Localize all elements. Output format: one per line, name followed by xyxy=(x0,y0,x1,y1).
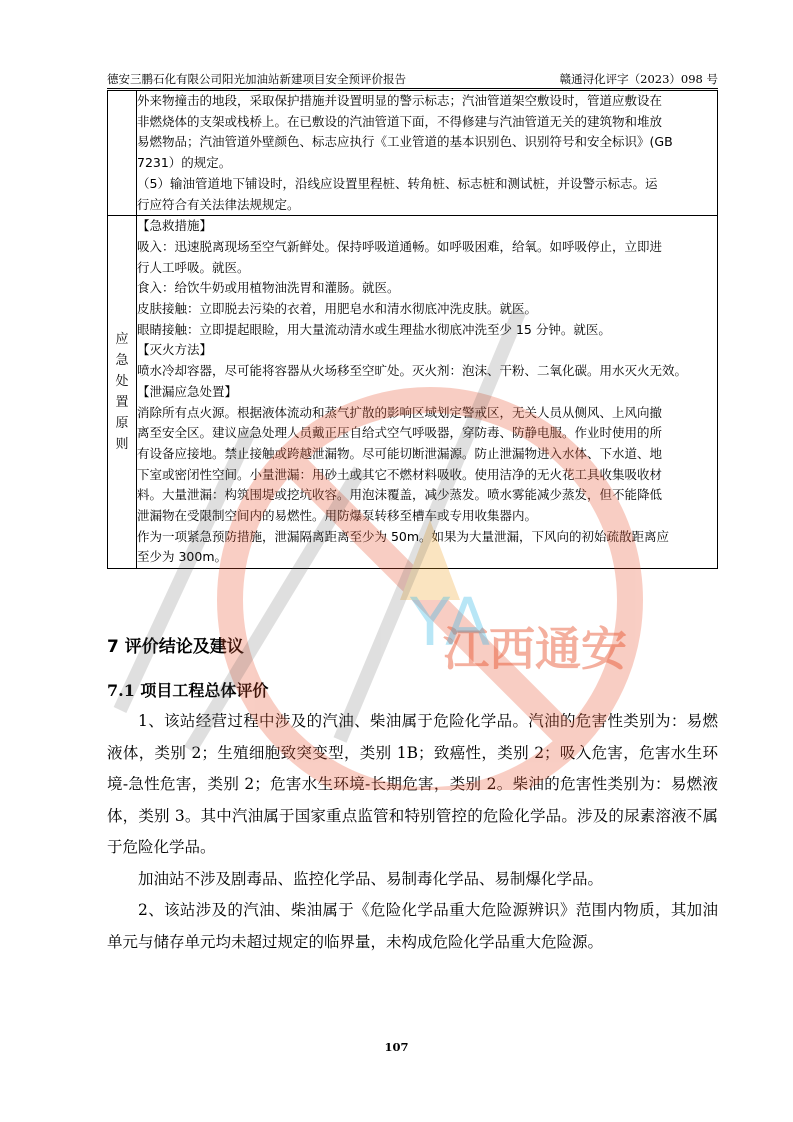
text-line: 外来物撞击的地段，采取保护措施并设置明显的警示标志；汽油管道架空敷设时，管道应敷设在 xyxy=(137,93,663,108)
table-row xyxy=(108,216,718,569)
header-report-title: 德安三鹏石化有限公司阳光加油站新建项目安全预评价报告 xyxy=(107,72,406,86)
text-line: 作为一项紧急预防措施，泄漏隔离距离至少为 50m。如果为大量泄漏，下风向的初始疏散距离应 xyxy=(137,528,670,544)
section-7-1-body xyxy=(107,706,718,958)
emergency-label-cell xyxy=(108,216,137,569)
emergency-label: 应急处置原则 xyxy=(115,332,129,453)
section-7-1-heading: 7.1 项目工程总体评价 xyxy=(107,681,269,700)
text-line: 【灭火方法】 xyxy=(137,342,213,358)
body-paragraph: 1、该站经营过程中涉及的汽油、柴油属于危险化学品。汽油的危害性类别为：易燃液体，类别 2；生殖细胞致突变型，类别 1B；致癌性，类别 2；吸入危害，危害水生环境-急性危害，类别 2；危害水生环境-长期危害，类别 2。柴油的危害性类别为：易燃液体，类别 3。其中汽油属于国家重点监管和特别管控的危险化学品。涉及的尿素溶液不属于危险化学品。 xyxy=(107,712,718,856)
section-7-heading: 7 评价结论及建议 xyxy=(107,637,244,657)
text-line: 【泄漏应急处置】 xyxy=(137,383,238,399)
stamp-text: 江西通安 xyxy=(443,622,627,676)
stamp-letters: YA xyxy=(409,584,491,661)
text-line: （5）输油管道地下铺设时，沿线应设置里程桩、转角桩、标志桩和测试桩，并设警示标志。运 xyxy=(137,175,658,191)
text-line: 行应符合有关法律法规规定。 xyxy=(137,196,300,212)
table-row xyxy=(108,91,718,216)
page-number: 107 xyxy=(384,1040,409,1054)
text-line: 下室或密闭性空间。小量泄漏：用砂土或其它不燃材料吸收。使用洁净的无火花工具收集吸收材 xyxy=(137,466,663,482)
body-paragraph: 2、该站涉及的汽油、柴油属于《危险化学品重大危险源辨识》范围内物质，其加油单元与储存单元均未超过规定的临界量，未构成危险化学品重大危险源。 xyxy=(107,901,718,951)
text-line: 皮肤接触：立即脱去污染的衣着，用肥皂水和清水彻底冲洗皮肤。就医。 xyxy=(137,301,538,317)
text-line: 至少为 300m。 xyxy=(137,549,228,565)
text-line: 7231）的规定。 xyxy=(137,155,232,171)
text-line: 喷水冷却容器，尽可能将容器从火场移至空旷处。灭火剂：泡沫、干粉、二氧化碳。用水灭火无效。 xyxy=(137,363,688,379)
text-line: 眼睛接触：立即提起眼睑，用大量流动清水或生理盐水彻底冲洗至少 15 分钟。就医。 xyxy=(137,321,611,337)
emergency-text-cell xyxy=(137,216,718,569)
text-line: 食入：给饮牛奶或用植物油洗胃和灌肠。就医。 xyxy=(137,280,400,296)
continued-text-cell xyxy=(137,91,718,216)
body-paragraph: 加油站不涉及剧毒品、监控化学品、易制毒化学品、易制爆化学品。 xyxy=(138,869,604,888)
text-line: 非燃烧体的支架或栈桥上。在已敷设的汽油管道下面，不得修建与汽油管道无关的建筑物和堆放 xyxy=(137,113,663,129)
header-report-number: 赣通浔化评字（2023）098 号 xyxy=(559,72,718,86)
text-line: 行人工呼吸。就医。 xyxy=(137,259,250,275)
text-line: 易燃物品；汽油管道外壁颜色、标志应执行《工业管道的基本识别色、识别符号和安全标识》(GB xyxy=(137,134,673,150)
hazard-safety-table xyxy=(107,90,718,569)
empty-label-cell xyxy=(108,91,137,216)
page-header xyxy=(107,70,718,88)
text-line: 吸入：迅速脱离现场至空气新鲜处。保持呼吸道通畅。如呼吸困难，给氧。如呼吸停止，立即进 xyxy=(137,238,663,254)
header-rule xyxy=(107,88,718,89)
text-line: 【急救措施】 xyxy=(137,218,213,234)
text-line: 离至安全区。建议应急处理人员戴正压自给式空气呼吸器，穿防毒、防静电服。作业时使用的所 xyxy=(137,425,663,441)
text-line: 料。大量泄漏：构筑围堤或挖坑收容。用泡沫覆盖，减少蒸发。喷水雾能减少蒸发，但不能降低 xyxy=(137,487,663,503)
text-line: 有设备应接地。禁止接触或跨越泄漏物。尽可能切断泄漏源。防止泄漏物进入水体、下水道、地 xyxy=(137,445,663,461)
text-line: 泄漏物在受限制空间内的易燃性。用防爆泵转移至槽车或专用收集器内。 xyxy=(137,508,538,524)
text-line: 消除所有点火源。根据液体流动和蒸气扩散的影响区域划定警戒区，无关人员从侧风、上风向撤 xyxy=(137,404,663,420)
